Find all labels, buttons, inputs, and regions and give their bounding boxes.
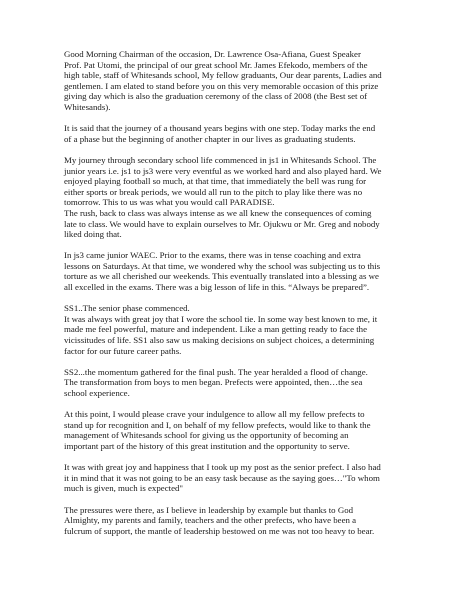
text-line: Prof. Pat Utomi, the principal of our great school Mr. James Efekodo, members of the <box>64 59 368 70</box>
text-line: stand up for recognition and I, on behalf of my fellow prefects, would like to thank the <box>64 419 371 430</box>
paragraph <box>64 250 416 292</box>
paragraph <box>64 123 416 144</box>
text-line: made me feel powerful, mature and independent. Like a man getting ready to face the <box>64 324 368 335</box>
text-line: SS1..The senior phase commenced. <box>64 303 190 314</box>
paragraph <box>64 208 416 240</box>
paragraph <box>64 314 416 356</box>
paragraph <box>64 367 416 399</box>
paragraph <box>64 303 416 314</box>
document-page <box>64 49 416 547</box>
text-line: junior years i.e. js1 to js3 were very eventful as we worked hard and also played hard. We <box>64 165 382 176</box>
text-line: giving day which is also the graduation ceremony of the class of 2008 (the Best set of <box>64 91 368 102</box>
text-line: At this point, I would please crave your indulgence to allow all my fellow prefects to <box>64 409 365 420</box>
paragraph <box>64 462 416 494</box>
text-line: It was with great joy and happiness that I took up my post as the senior prefect. I also had <box>64 462 381 473</box>
text-line: fulcrum of support, the mantle of leadership bestowed on me was not too heavy to bear. <box>64 525 375 536</box>
text-line: important part of the history of this great institution and the opportunity to serve. <box>64 440 350 451</box>
text-line: either sports or break periods, we would all run to the pitch to play like there was no <box>64 186 363 197</box>
text-line: In js3 came junior WAEC. Prior to the exams, there was in tense coaching and extra <box>64 250 361 261</box>
text-line: torture as we all cherished our weekends. This eventually translated into a blessing as we <box>64 271 379 282</box>
text-line: factor for our future career paths. <box>64 345 182 356</box>
text-line: The pressures were there, as I believe in leadership by example but thanks to God <box>64 504 354 515</box>
text-line: It is said that the journey of a thousand years begins with one step. Today marks the end <box>64 123 376 134</box>
text-line: The transformation from boys to men began. Prefects were appointed, then…the sea <box>64 377 363 388</box>
text-line: liked doing that. <box>64 229 122 240</box>
text-line: gentlemen. I am elated to stand before you on this very memorable occasion of this prize <box>64 80 379 91</box>
paragraph <box>64 505 416 537</box>
text-line: vicissitudes of life. SS1 also saw us making decisions on subject choices, a determining <box>64 335 375 346</box>
text-line: much is given, much is expected" <box>64 483 184 494</box>
paragraph <box>64 155 416 208</box>
text-line: high table, staff of Whitesands school, My fellow graduants, Our dear parents, Ladies and <box>64 70 382 81</box>
text-line: of a phase but the beginning of another chapter in our lives as graduating students. <box>64 133 356 144</box>
text-line: My journey through secondary school life commenced in js1 in Whitesands School. The <box>64 154 377 165</box>
text-line: Good Morning Chairman of the occasion, Dr. Lawrence Osa-Afiana, Guest Speaker <box>64 49 361 59</box>
paragraph <box>64 409 416 451</box>
text-line: all excelled in the exams. There was a big lesson of life in this. “Always be prepared”. <box>64 282 370 293</box>
text-line: It was always with great joy that I wore the school tie. In some way best known to me, it <box>64 313 378 324</box>
paragraph <box>64 49 416 113</box>
text-line: enjoyed playing football so much, at that time, that immediately the bell was rung for <box>64 176 367 187</box>
text-line: lessons on Saturdays. At that time, we wondered why the school was subjecting us to this <box>64 260 381 271</box>
text-line: management of Whitesands school for giving us the opportunity of becoming an <box>64 430 349 441</box>
text-line: Almighty, my parents and family, teachers and the other prefects, who have been a <box>64 515 357 526</box>
text-line: it in mind that it was not going to be an easy task because as the saying goes…"To whom <box>64 472 380 483</box>
text-line: tomorrow. This to us was what you would call PARADISE. <box>64 197 275 208</box>
text-line: late to class. We would have to explain ourselves to Mr. Ojukwu or Mr. Greg and nobody <box>64 218 380 229</box>
text-line: SS2...the momentum gathered for the final push. The year heralded a flood of change. <box>64 366 368 377</box>
text-line: Whitesands). <box>64 101 111 112</box>
text-line: The rush, back to class was always intense as we all knew the consequences of coming <box>64 207 372 218</box>
text-line: school experience. <box>64 388 130 398</box>
